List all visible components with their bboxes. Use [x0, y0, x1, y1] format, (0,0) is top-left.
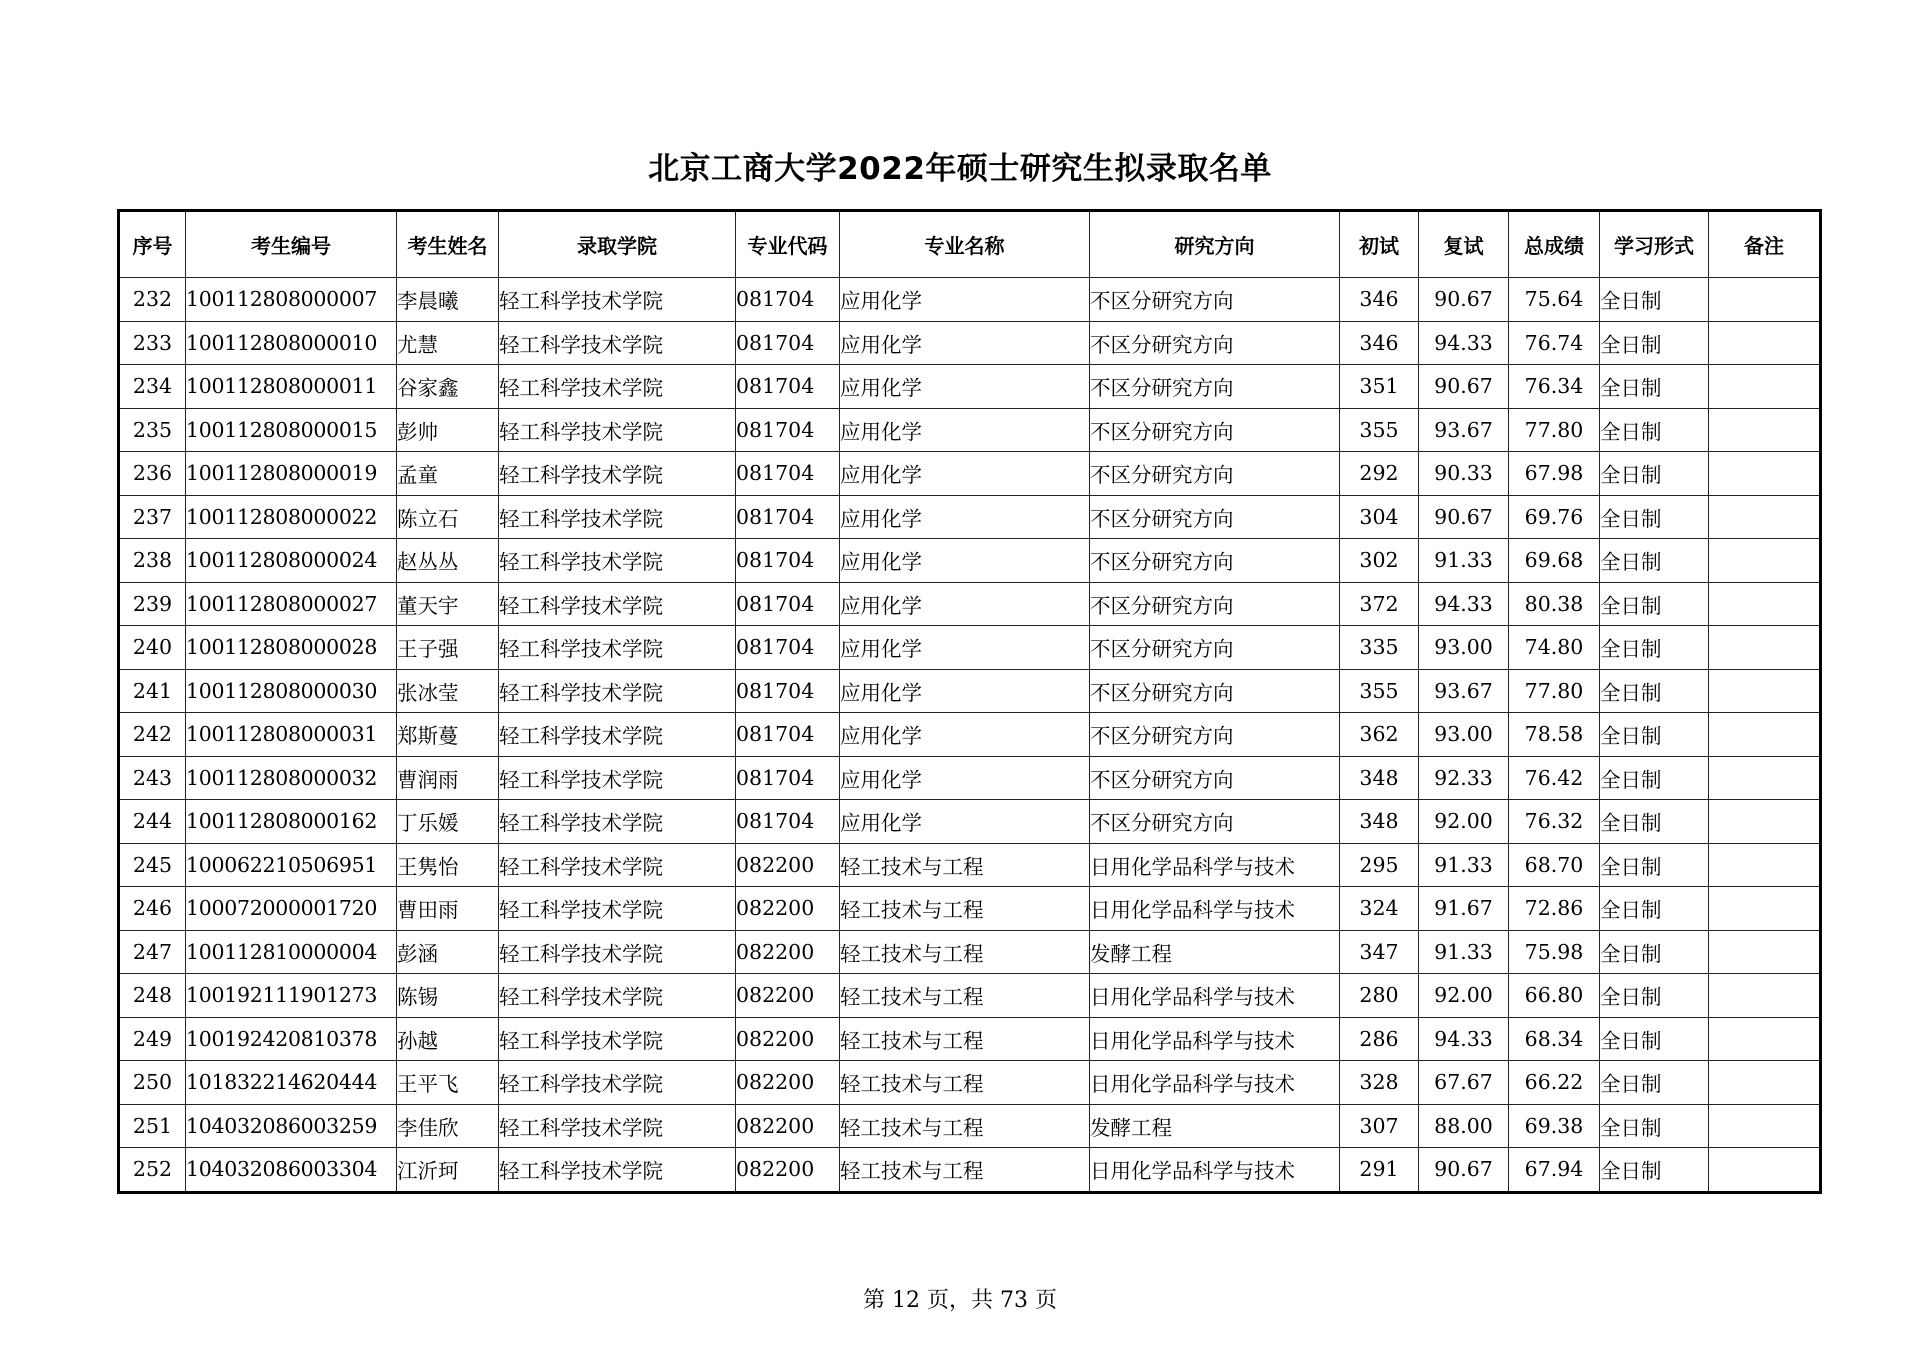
- cell-total-score: 75.98: [1509, 930, 1600, 974]
- cell-major-name: 应用化学: [840, 278, 1090, 322]
- cell-seq: 232: [119, 278, 186, 322]
- cell-exam-id: 100112808000032: [186, 756, 397, 800]
- cell-seq: 236: [119, 452, 186, 496]
- cell-total-score: 72.86: [1509, 887, 1600, 931]
- cell-remarks: [1709, 800, 1821, 844]
- cell-college: 轻工科学技术学院: [499, 539, 736, 583]
- cell-total-score: 77.80: [1509, 669, 1600, 713]
- cell-major-name: 轻工技术与工程: [840, 1104, 1090, 1148]
- cell-college: 轻工科学技术学院: [499, 974, 736, 1018]
- cell-total-score: 76.32: [1509, 800, 1600, 844]
- cell-study-mode: 全日制: [1600, 800, 1709, 844]
- cell-study-mode: 全日制: [1600, 669, 1709, 713]
- cell-study-mode: 全日制: [1600, 452, 1709, 496]
- header-major-name: 专业名称: [840, 211, 1090, 278]
- cell-seq: 252: [119, 1148, 186, 1193]
- cell-seq: 237: [119, 495, 186, 539]
- cell-total-score: 76.42: [1509, 756, 1600, 800]
- cell-initial-score: 346: [1340, 278, 1419, 322]
- cell-name: 孟童: [397, 452, 499, 496]
- cell-name: 孙越: [397, 1017, 499, 1061]
- cell-exam-id: 100112808000031: [186, 713, 397, 757]
- cell-name: 李晨曦: [397, 278, 499, 322]
- cell-seq: 241: [119, 669, 186, 713]
- cell-name: 李佳欣: [397, 1104, 499, 1148]
- cell-name: 陈立石: [397, 495, 499, 539]
- cell-major-name: 轻工技术与工程: [840, 1148, 1090, 1193]
- header-total-score: 总成绩: [1509, 211, 1600, 278]
- cell-major-name: 应用化学: [840, 495, 1090, 539]
- cell-major-name: 应用化学: [840, 582, 1090, 626]
- cell-initial-score: 292: [1340, 452, 1419, 496]
- cell-initial-score: 355: [1340, 408, 1419, 452]
- cell-initial-score: 348: [1340, 756, 1419, 800]
- cell-name: 赵丛丛: [397, 539, 499, 583]
- cell-research-direction: 日用化学品科学与技术: [1090, 1148, 1340, 1193]
- cell-major-name: 轻工技术与工程: [840, 974, 1090, 1018]
- cell-seq: 245: [119, 843, 186, 887]
- cell-total-score: 78.58: [1509, 713, 1600, 757]
- cell-major-name: 应用化学: [840, 800, 1090, 844]
- table-body: [119, 278, 1821, 1193]
- cell-retest-score: 93.00: [1419, 626, 1509, 670]
- cell-name: 曹田雨: [397, 887, 499, 931]
- cell-college: 轻工科学技术学院: [499, 1017, 736, 1061]
- cell-major-code: 081704: [736, 669, 840, 713]
- cell-study-mode: 全日制: [1600, 713, 1709, 757]
- cell-research-direction: 日用化学品科学与技术: [1090, 843, 1340, 887]
- cell-remarks: [1709, 1017, 1821, 1061]
- cell-retest-score: 91.33: [1419, 930, 1509, 974]
- cell-study-mode: 全日制: [1600, 1017, 1709, 1061]
- cell-research-direction: 日用化学品科学与技术: [1090, 974, 1340, 1018]
- cell-retest-score: 91.33: [1419, 539, 1509, 583]
- cell-research-direction: 不区分研究方向: [1090, 756, 1340, 800]
- cell-exam-id: 100112808000027: [186, 582, 397, 626]
- cell-college: 轻工科学技术学院: [499, 1061, 736, 1105]
- cell-college: 轻工科学技术学院: [499, 1104, 736, 1148]
- header-initial-score: 初试: [1340, 211, 1419, 278]
- cell-initial-score: 291: [1340, 1148, 1419, 1193]
- cell-initial-score: 335: [1340, 626, 1419, 670]
- cell-retest-score: 94.33: [1419, 582, 1509, 626]
- cell-exam-id: 100112808000015: [186, 408, 397, 452]
- cell-major-code: 081704: [736, 582, 840, 626]
- cell-study-mode: 全日制: [1600, 1148, 1709, 1193]
- cell-exam-id: 100112808000022: [186, 495, 397, 539]
- table-row: [119, 800, 1821, 844]
- cell-retest-score: 94.33: [1419, 321, 1509, 365]
- cell-major-code: 082200: [736, 1104, 840, 1148]
- cell-major-code: 081704: [736, 365, 840, 409]
- cell-study-mode: 全日制: [1600, 365, 1709, 409]
- cell-major-code: 082200: [736, 974, 840, 1018]
- cell-study-mode: 全日制: [1600, 887, 1709, 931]
- cell-total-score: 76.74: [1509, 321, 1600, 365]
- cell-research-direction: 日用化学品科学与技术: [1090, 1061, 1340, 1105]
- cell-research-direction: 日用化学品科学与技术: [1090, 1017, 1340, 1061]
- cell-exam-id: 104032086003259: [186, 1104, 397, 1148]
- header-study-mode: 学习形式: [1600, 211, 1709, 278]
- cell-major-name: 应用化学: [840, 669, 1090, 713]
- admission-table: [117, 209, 1822, 1194]
- cell-remarks: [1709, 278, 1821, 322]
- cell-initial-score: 280: [1340, 974, 1419, 1018]
- cell-remarks: [1709, 843, 1821, 887]
- cell-seq: 239: [119, 582, 186, 626]
- cell-major-code: 082200: [736, 1061, 840, 1105]
- cell-remarks: [1709, 669, 1821, 713]
- cell-retest-score: 90.67: [1419, 278, 1509, 322]
- cell-total-score: 69.38: [1509, 1104, 1600, 1148]
- cell-name: 张冰莹: [397, 669, 499, 713]
- cell-seq: 234: [119, 365, 186, 409]
- cell-college: 轻工科学技术学院: [499, 930, 736, 974]
- cell-major-code: 081704: [736, 800, 840, 844]
- cell-retest-score: 90.67: [1419, 495, 1509, 539]
- cell-college: 轻工科学技术学院: [499, 626, 736, 670]
- cell-remarks: [1709, 1104, 1821, 1148]
- cell-study-mode: 全日制: [1600, 1104, 1709, 1148]
- cell-exam-id: 100112808000007: [186, 278, 397, 322]
- cell-initial-score: 355: [1340, 669, 1419, 713]
- cell-college: 轻工科学技术学院: [499, 495, 736, 539]
- cell-major-code: 081704: [736, 452, 840, 496]
- cell-study-mode: 全日制: [1600, 495, 1709, 539]
- cell-remarks: [1709, 974, 1821, 1018]
- cell-remarks: [1709, 582, 1821, 626]
- cell-research-direction: 发酵工程: [1090, 930, 1340, 974]
- cell-research-direction: 不区分研究方向: [1090, 408, 1340, 452]
- cell-initial-score: 348: [1340, 800, 1419, 844]
- cell-college: 轻工科学技术学院: [499, 321, 736, 365]
- table-row: [119, 626, 1821, 670]
- cell-major-name: 轻工技术与工程: [840, 843, 1090, 887]
- header-seq: 序号: [119, 211, 186, 278]
- cell-exam-id: 100112808000019: [186, 452, 397, 496]
- cell-total-score: 67.94: [1509, 1148, 1600, 1193]
- cell-remarks: [1709, 1148, 1821, 1193]
- cell-seq: 247: [119, 930, 186, 974]
- cell-initial-score: 346: [1340, 321, 1419, 365]
- cell-major-code: 081704: [736, 713, 840, 757]
- header-major-code: 专业代码: [736, 211, 840, 278]
- cell-major-code: 082200: [736, 1017, 840, 1061]
- cell-major-name: 轻工技术与工程: [840, 1061, 1090, 1105]
- cell-study-mode: 全日制: [1600, 408, 1709, 452]
- cell-retest-score: 93.00: [1419, 713, 1509, 757]
- table-row: [119, 321, 1821, 365]
- cell-exam-id: 100112810000004: [186, 930, 397, 974]
- cell-college: 轻工科学技术学院: [499, 408, 736, 452]
- table-row: [119, 843, 1821, 887]
- cell-seq: 246: [119, 887, 186, 931]
- cell-remarks: [1709, 887, 1821, 931]
- cell-exam-id: 100112808000028: [186, 626, 397, 670]
- cell-study-mode: 全日制: [1600, 539, 1709, 583]
- cell-exam-id: 100112808000162: [186, 800, 397, 844]
- table-row: [119, 365, 1821, 409]
- cell-major-name: 应用化学: [840, 321, 1090, 365]
- cell-major-name: 轻工技术与工程: [840, 887, 1090, 931]
- cell-initial-score: 328: [1340, 1061, 1419, 1105]
- cell-major-code: 081704: [736, 626, 840, 670]
- cell-name: 尤慧: [397, 321, 499, 365]
- cell-major-name: 轻工技术与工程: [840, 1017, 1090, 1061]
- cell-seq: 242: [119, 713, 186, 757]
- cell-major-name: 应用化学: [840, 408, 1090, 452]
- cell-retest-score: 93.67: [1419, 408, 1509, 452]
- cell-seq: 235: [119, 408, 186, 452]
- cell-retest-score: 90.67: [1419, 1148, 1509, 1193]
- cell-total-score: 66.80: [1509, 974, 1600, 1018]
- cell-total-score: 75.64: [1509, 278, 1600, 322]
- cell-total-score: 76.34: [1509, 365, 1600, 409]
- cell-study-mode: 全日制: [1600, 930, 1709, 974]
- table-row: [119, 1061, 1821, 1105]
- cell-major-code: 081704: [736, 495, 840, 539]
- cell-major-code: 081704: [736, 321, 840, 365]
- cell-name: 曹润雨: [397, 756, 499, 800]
- cell-exam-id: 104032086003304: [186, 1148, 397, 1193]
- cell-remarks: [1709, 626, 1821, 670]
- table-row: [119, 756, 1821, 800]
- header-retest-score: 复试: [1419, 211, 1509, 278]
- cell-college: 轻工科学技术学院: [499, 582, 736, 626]
- cell-initial-score: 324: [1340, 887, 1419, 931]
- cell-remarks: [1709, 452, 1821, 496]
- cell-exam-id: 101832214620444: [186, 1061, 397, 1105]
- cell-name: 江沂珂: [397, 1148, 499, 1193]
- cell-remarks: [1709, 756, 1821, 800]
- cell-study-mode: 全日制: [1600, 321, 1709, 365]
- cell-name: 王平飞: [397, 1061, 499, 1105]
- cell-retest-score: 67.67: [1419, 1061, 1509, 1105]
- cell-research-direction: 不区分研究方向: [1090, 321, 1340, 365]
- cell-initial-score: 351: [1340, 365, 1419, 409]
- cell-research-direction: 发酵工程: [1090, 1104, 1340, 1148]
- cell-study-mode: 全日制: [1600, 626, 1709, 670]
- cell-college: 轻工科学技术学院: [499, 887, 736, 931]
- cell-research-direction: 日用化学品科学与技术: [1090, 887, 1340, 931]
- cell-major-name: 应用化学: [840, 452, 1090, 496]
- cell-college: 轻工科学技术学院: [499, 800, 736, 844]
- cell-major-code: 081704: [736, 756, 840, 800]
- cell-major-code: 082200: [736, 930, 840, 974]
- cell-seq: 233: [119, 321, 186, 365]
- cell-major-name: 应用化学: [840, 365, 1090, 409]
- cell-total-score: 68.70: [1509, 843, 1600, 887]
- cell-seq: 249: [119, 1017, 186, 1061]
- cell-college: 轻工科学技术学院: [499, 669, 736, 713]
- table-row: [119, 930, 1821, 974]
- cell-retest-score: 91.67: [1419, 887, 1509, 931]
- cell-research-direction: 不区分研究方向: [1090, 626, 1340, 670]
- cell-initial-score: 286: [1340, 1017, 1419, 1061]
- cell-total-score: 66.22: [1509, 1061, 1600, 1105]
- cell-research-direction: 不区分研究方向: [1090, 452, 1340, 496]
- cell-research-direction: 不区分研究方向: [1090, 539, 1340, 583]
- cell-retest-score: 90.67: [1419, 365, 1509, 409]
- cell-seq: 248: [119, 974, 186, 1018]
- header-remarks: 备注: [1709, 211, 1821, 278]
- cell-major-name: 轻工技术与工程: [840, 930, 1090, 974]
- cell-name: 王子强: [397, 626, 499, 670]
- cell-initial-score: 307: [1340, 1104, 1419, 1148]
- cell-name: 谷家鑫: [397, 365, 499, 409]
- cell-major-code: 081704: [736, 408, 840, 452]
- cell-retest-score: 88.00: [1419, 1104, 1509, 1148]
- cell-major-name: 应用化学: [840, 756, 1090, 800]
- cell-exam-id: 100062210506951: [186, 843, 397, 887]
- table-row: [119, 669, 1821, 713]
- cell-college: 轻工科学技术学院: [499, 1148, 736, 1193]
- table-row: [119, 974, 1821, 1018]
- cell-initial-score: 362: [1340, 713, 1419, 757]
- cell-retest-score: 93.67: [1419, 669, 1509, 713]
- cell-exam-id: 100192111901273: [186, 974, 397, 1018]
- table-row: [119, 1104, 1821, 1148]
- cell-total-score: 77.80: [1509, 408, 1600, 452]
- cell-total-score: 67.98: [1509, 452, 1600, 496]
- cell-total-score: 80.38: [1509, 582, 1600, 626]
- table-row: [119, 452, 1821, 496]
- cell-initial-score: 302: [1340, 539, 1419, 583]
- cell-remarks: [1709, 1061, 1821, 1105]
- cell-study-mode: 全日制: [1600, 1061, 1709, 1105]
- cell-name: 王隽怡: [397, 843, 499, 887]
- cell-total-score: 68.34: [1509, 1017, 1600, 1061]
- cell-seq: 250: [119, 1061, 186, 1105]
- cell-study-mode: 全日制: [1600, 843, 1709, 887]
- cell-total-score: 74.80: [1509, 626, 1600, 670]
- cell-name: 董天宇: [397, 582, 499, 626]
- table-row: [119, 582, 1821, 626]
- cell-major-code: 081704: [736, 539, 840, 583]
- header-research-direction: 研究方向: [1090, 211, 1340, 278]
- cell-exam-id: 100112808000010: [186, 321, 397, 365]
- cell-retest-score: 91.33: [1419, 843, 1509, 887]
- cell-major-name: 应用化学: [840, 539, 1090, 583]
- cell-college: 轻工科学技术学院: [499, 713, 736, 757]
- cell-total-score: 69.68: [1509, 539, 1600, 583]
- cell-exam-id: 100192420810378: [186, 1017, 397, 1061]
- cell-total-score: 69.76: [1509, 495, 1600, 539]
- cell-study-mode: 全日制: [1600, 974, 1709, 1018]
- cell-research-direction: 不区分研究方向: [1090, 582, 1340, 626]
- cell-exam-id: 100112808000030: [186, 669, 397, 713]
- cell-name: 彭涵: [397, 930, 499, 974]
- cell-seq: 243: [119, 756, 186, 800]
- cell-retest-score: 92.00: [1419, 800, 1509, 844]
- page-footer: 第 12 页，共 73 页: [863, 1288, 1057, 1313]
- cell-seq: 244: [119, 800, 186, 844]
- cell-research-direction: 不区分研究方向: [1090, 278, 1340, 322]
- table-row: [119, 495, 1821, 539]
- cell-remarks: [1709, 321, 1821, 365]
- cell-major-name: 应用化学: [840, 713, 1090, 757]
- cell-remarks: [1709, 539, 1821, 583]
- table-row: [119, 1017, 1821, 1061]
- header-exam-id: 考生编号: [186, 211, 397, 278]
- table-row: [119, 713, 1821, 757]
- cell-study-mode: 全日制: [1600, 278, 1709, 322]
- cell-remarks: [1709, 365, 1821, 409]
- cell-name: 陈锡: [397, 974, 499, 1018]
- cell-research-direction: 不区分研究方向: [1090, 713, 1340, 757]
- cell-exam-id: 100112808000024: [186, 539, 397, 583]
- cell-retest-score: 90.33: [1419, 452, 1509, 496]
- cell-name: 郑斯蔓: [397, 713, 499, 757]
- table-header-row: [119, 211, 1821, 278]
- cell-retest-score: 92.33: [1419, 756, 1509, 800]
- cell-seq: 238: [119, 539, 186, 583]
- cell-major-code: 082200: [736, 1148, 840, 1193]
- table-row: [119, 408, 1821, 452]
- cell-name: 丁乐媛: [397, 800, 499, 844]
- cell-name: 彭帅: [397, 408, 499, 452]
- table-row: [119, 539, 1821, 583]
- cell-initial-score: 304: [1340, 495, 1419, 539]
- cell-college: 轻工科学技术学院: [499, 365, 736, 409]
- cell-seq: 251: [119, 1104, 186, 1148]
- cell-remarks: [1709, 930, 1821, 974]
- cell-remarks: [1709, 495, 1821, 539]
- document-title: 北京工商大学2022年硕士研究生拟录取名单: [648, 151, 1272, 187]
- cell-college: 轻工科学技术学院: [499, 843, 736, 887]
- cell-remarks: [1709, 713, 1821, 757]
- cell-major-code: 081704: [736, 278, 840, 322]
- cell-exam-id: 100112808000011: [186, 365, 397, 409]
- header-college: 录取学院: [499, 211, 736, 278]
- cell-remarks: [1709, 408, 1821, 452]
- cell-research-direction: 不区分研究方向: [1090, 800, 1340, 844]
- table-row: [119, 278, 1821, 322]
- cell-initial-score: 347: [1340, 930, 1419, 974]
- cell-seq: 240: [119, 626, 186, 670]
- cell-study-mode: 全日制: [1600, 756, 1709, 800]
- cell-research-direction: 不区分研究方向: [1090, 669, 1340, 713]
- cell-research-direction: 不区分研究方向: [1090, 495, 1340, 539]
- header-name: 考生姓名: [397, 211, 499, 278]
- cell-study-mode: 全日制: [1600, 582, 1709, 626]
- cell-college: 轻工科学技术学院: [499, 278, 736, 322]
- cell-retest-score: 94.33: [1419, 1017, 1509, 1061]
- cell-college: 轻工科学技术学院: [499, 756, 736, 800]
- cell-research-direction: 不区分研究方向: [1090, 365, 1340, 409]
- cell-retest-score: 92.00: [1419, 974, 1509, 1018]
- table-row: [119, 887, 1821, 931]
- cell-college: 轻工科学技术学院: [499, 452, 736, 496]
- cell-major-name: 应用化学: [840, 626, 1090, 670]
- cell-initial-score: 372: [1340, 582, 1419, 626]
- table-row: [119, 1148, 1821, 1193]
- cell-major-code: 082200: [736, 887, 840, 931]
- cell-initial-score: 295: [1340, 843, 1419, 887]
- cell-major-code: 082200: [736, 843, 840, 887]
- cell-exam-id: 100072000001720: [186, 887, 397, 931]
